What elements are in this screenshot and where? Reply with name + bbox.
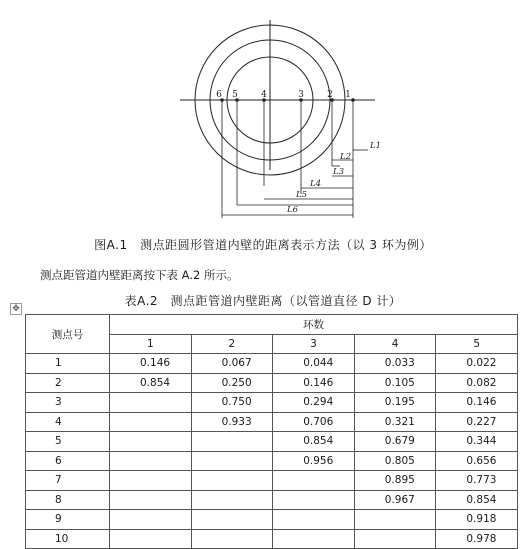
distance-cell (191, 529, 273, 549)
dimension-label: L4 (310, 179, 322, 189)
distance-cell: 0.854 (273, 432, 355, 452)
dimension-label: L1 (370, 141, 382, 151)
distance-table (25, 314, 518, 549)
distance-cell: 0.082 (436, 373, 518, 393)
point-label: 6 (216, 90, 222, 100)
distance-cell: 0.933 (191, 412, 273, 432)
ring-diagram (170, 18, 400, 223)
distance-cell (191, 451, 273, 471)
table-caption: 表A.2 测点距管道内壁距离（以管道直径 D 计） (124, 294, 402, 308)
distance-cell (354, 529, 436, 549)
table-row (26, 354, 518, 374)
distance-cell: 0.146 (436, 393, 518, 413)
distance-cell (110, 471, 192, 491)
distance-cell (110, 510, 192, 530)
point-number-cell: 2 (26, 373, 110, 393)
distance-cell (110, 490, 192, 510)
table-row (26, 373, 518, 393)
dimension-label: L5 (296, 190, 308, 200)
ring-diagram-svg (170, 18, 400, 223)
distance-cell: 0.294 (273, 393, 355, 413)
table-move-handle-icon[interactable]: ✥ (10, 303, 22, 315)
distance-cell (191, 471, 273, 491)
point-number-cell: 5 (26, 432, 110, 452)
point-label: 5 (232, 90, 238, 100)
extension-lines (222, 100, 353, 218)
distance-cell (273, 490, 355, 510)
ring-number: 2 (191, 334, 273, 354)
dimension-label: L6 (287, 205, 299, 215)
table-row (26, 529, 518, 549)
distance-cell (110, 529, 192, 549)
point-label: 2 (327, 90, 333, 100)
ring-number: 1 (110, 334, 192, 354)
distance-cell (273, 510, 355, 530)
distance-cell (273, 529, 355, 549)
distance-cell (110, 393, 192, 413)
distance-cell: 0.067 (191, 354, 273, 374)
point-label: 3 (298, 90, 304, 100)
point-number-cell: 1 (26, 354, 110, 374)
point-number-cell: 4 (26, 412, 110, 432)
table-row (26, 510, 518, 530)
distance-cell: 0.656 (436, 451, 518, 471)
distance-cell: 0.895 (354, 471, 436, 491)
distance-cell: 0.321 (354, 412, 436, 432)
table-row (26, 451, 518, 471)
distance-cell (110, 432, 192, 452)
distance-cell: 0.773 (436, 471, 518, 491)
point-number-cell: 9 (26, 510, 110, 530)
distance-cell: 0.978 (436, 529, 518, 549)
distance-cell (191, 490, 273, 510)
distance-cell: 0.227 (436, 412, 518, 432)
distance-cell: 0.679 (354, 432, 436, 452)
dimension-label: L2 (340, 152, 352, 162)
table-row (26, 412, 518, 432)
dimension-label: L3 (333, 167, 345, 177)
figure-caption: 图A.1 测点距圆形管道内壁的距离表示方法（以 3 环为例） (94, 238, 432, 252)
ring-number: 4 (354, 334, 436, 354)
distance-cell: 0.750 (191, 393, 273, 413)
distance-cell (191, 510, 273, 530)
distance-cell: 0.805 (354, 451, 436, 471)
table-row (26, 393, 518, 413)
point-number-cell: 10 (26, 529, 110, 549)
distance-cell: 0.105 (354, 373, 436, 393)
distance-cell: 0.967 (354, 490, 436, 510)
distance-cell: 0.344 (436, 432, 518, 452)
point-number-cell: 8 (26, 490, 110, 510)
distance-cell (191, 432, 273, 452)
table-row (26, 432, 518, 452)
distance-cell (110, 412, 192, 432)
table-body (26, 354, 518, 549)
distance-cell: 0.033 (354, 354, 436, 374)
distance-cell (354, 510, 436, 530)
row-header: 测点号 (26, 315, 110, 354)
distance-cell: 0.956 (273, 451, 355, 471)
table-header-row (26, 315, 518, 335)
distance-cell (273, 471, 355, 491)
point-label: 4 (261, 90, 267, 100)
ring-number: 5 (436, 334, 518, 354)
distance-cell: 0.044 (273, 354, 355, 374)
ring-number: 3 (273, 334, 355, 354)
point-number-cell: 7 (26, 471, 110, 491)
distance-cell: 0.146 (110, 354, 192, 374)
distance-cell: 0.706 (273, 412, 355, 432)
distance-cell: 0.022 (436, 354, 518, 374)
point-label: 1 (345, 90, 351, 100)
point-number-cell: 3 (26, 393, 110, 413)
distance-cell: 0.195 (354, 393, 436, 413)
distance-cell (110, 451, 192, 471)
distance-cell: 0.250 (191, 373, 273, 393)
body-text: 测点距管道内壁距离按下表 A.2 所示。 (40, 268, 239, 282)
distance-cell: 0.854 (110, 373, 192, 393)
distance-cell: 0.146 (273, 373, 355, 393)
distance-cell: 0.918 (436, 510, 518, 530)
table-row (26, 471, 518, 491)
distance-cell: 0.854 (436, 490, 518, 510)
table-row (26, 490, 518, 510)
group-header: 环数 (110, 315, 518, 335)
point-number-cell: 6 (26, 451, 110, 471)
